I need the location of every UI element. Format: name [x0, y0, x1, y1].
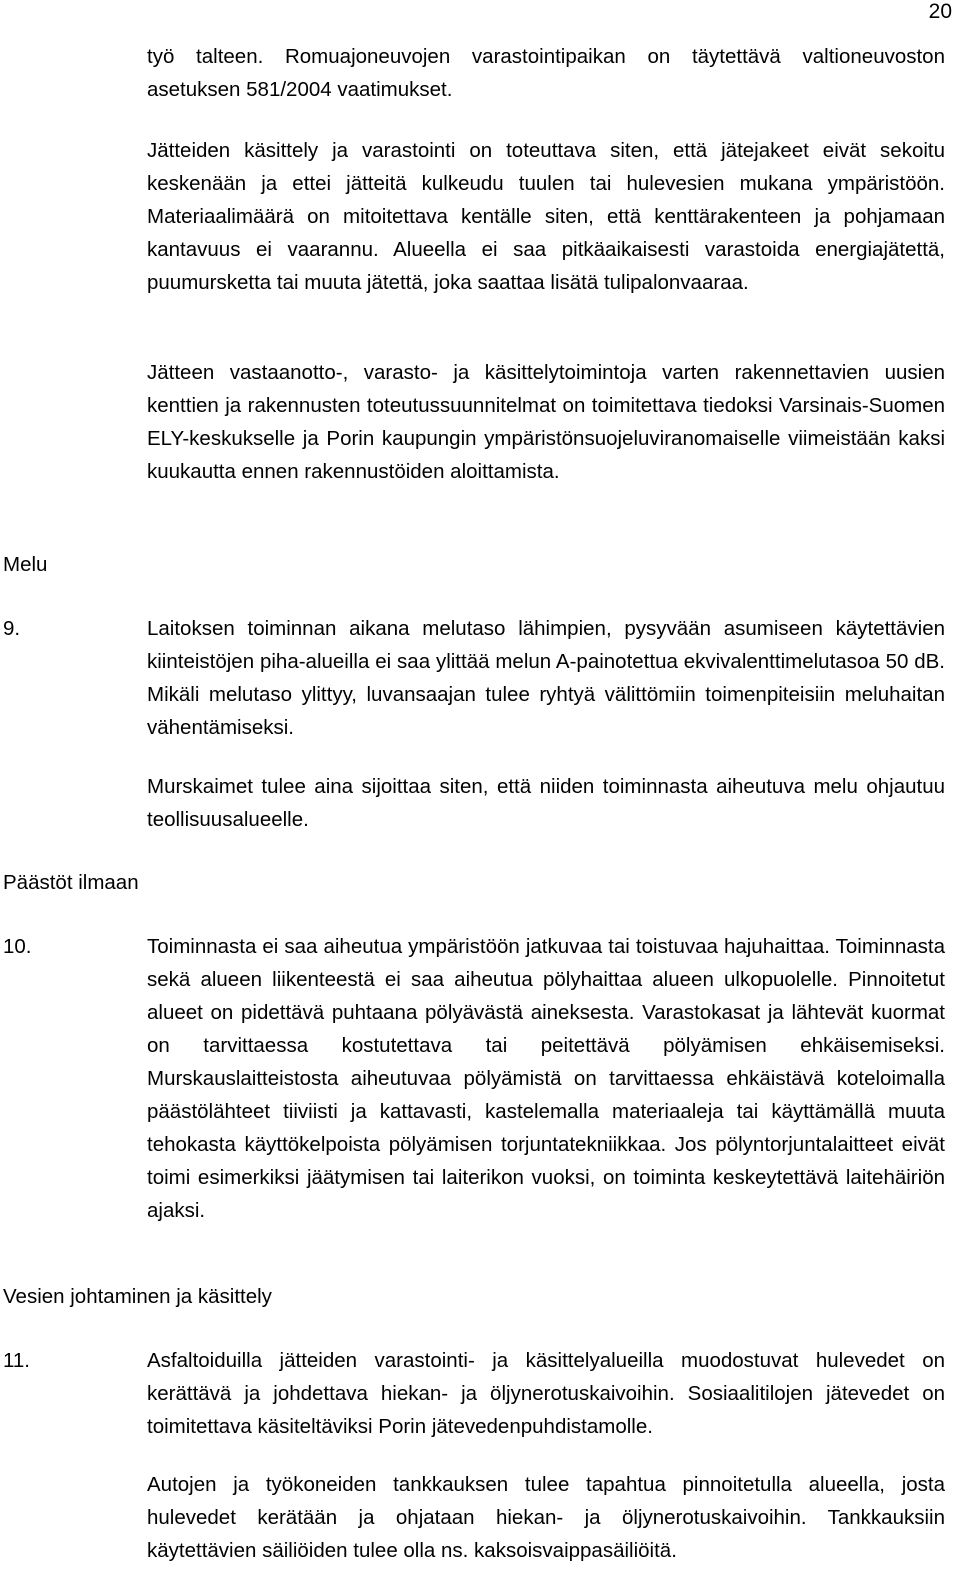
item-number-10: 10. [3, 935, 32, 958]
section-heading-paastot: Päästöt ilmaan [3, 871, 139, 894]
melu-paragraph-1: Laitoksen toiminnan aikana melutaso lähimpien, pysyvään asumiseen käytettävien kiinteistöjen piha-alueilla ei saa ylittää melun A-painotettua ekvivalenttimelutasoa 50 dB. Mikäli melutaso ylittyy, luvansaajan tulee ryhtyä välittömiin toimenpiteisiin meluhaitan vähentämiseksi. [147, 617, 945, 739]
page-number: 20 [928, 0, 952, 23]
vesien-paragraph-2: Autojen ja työkoneiden tankkauksen tulee tapahtua pinnoitetulla alueella, josta hulevedet kerätään ja ohjataan hiekan- ja öljynerotuskaivoihin. Tankkauksiin käytettävien säiliöiden tulee olla ns. kaksoisvaippasäiliöitä. [147, 1473, 945, 1562]
melu-paragraph-2: Murskaimet tulee aina sijoittaa siten, että niiden toiminnasta aiheutuva melu ohjautuu teollisuusalueelle. [147, 775, 945, 831]
vesien-paragraph-1: Asfaltoiduilla jätteiden varastointi- ja käsittelyalueilla muodostuvat hulevedet on kerättävä ja johdettava hiekan- ja öljynerotuskaivoihin. Sosiaalitilojen jätevedet on toimitettava käsiteltäviksi Porin jätevedenpuhdistamolle. [147, 1349, 945, 1438]
section-heading-vesien: Vesien johtaminen ja käsittely [3, 1285, 272, 1308]
paastot-paragraph-1: Toiminnasta ei saa aiheutua ympäristöön jatkuvaa tai toistuvaa hajuhaittaa. Toiminnasta sekä alueen liikenteestä ei saa aiheutua pölyhaittaa alueen ulkopuolelle. Pinnoitetut alueet on pidettävä puhtaana pölyävästä aineksesta. Varastokasat ja lähtevät kuormat on tarvittaessa kostutettava tai peitettävä pölyämisen ehkäisemiseksi. Murskauslaitteistosta aiheutuvaa pölyämistä on tarvittaessa ehkäistävä koteloimalla päästölähteet tiiviisti ja kattavasti, kastelemalla materiaaleja tai käyttämällä muuta tehokasta käyttökelpoista pölyämisen torjuntatekniikkaa. Jos pölyntorjuntalaitteet eivät toimi esimerkiksi jäätymisen tai laiterikon vuoksi, on toiminta keskeytettävä laitehäiriön ajaksi. [147, 935, 945, 1222]
item-number-11: 11. [3, 1349, 30, 1372]
intro-paragraph-2: Jätteiden käsittely ja varastointi on toteuttava siten, että jätejakeet eivät sekoitu keskenään ja ettei jätteitä kulkeudu tuulen tai hulevesien mukana ympäristöön. Materiaalimäärä on mitoitettava kentälle siten, että kenttärakenteen ja pohjamaan kantavuus ei vaarannu. Alueella ei saa pitkäaikaisesti varastoida energiajätettä, puumursketta tai muuta jätettä, joka saattaa lisätä tulipalonvaaraa. [147, 139, 945, 294]
intro-paragraph-3: Jätteen vastaanotto-, varasto- ja käsittelytoimintoja varten rakennettavien uusien kenttien ja rakennusten toteutussuunnitelmat on toimitettava tiedoksi Varsinais-Suomen ELY-keskukselle ja Porin kaupungin ympäristönsuojeluviranomaiselle viimeistään kaksi kuukautta ennen rakennustöiden aloittamista. [147, 361, 945, 483]
intro-paragraph-1: työ talteen. Romuajoneuvojen varastointipaikan on täytettävä valtioneuvoston asetuksen 581/2004 vaatimukset. [147, 45, 945, 101]
section-heading-melu: Melu [3, 553, 48, 576]
item-number-9: 9. [3, 617, 21, 640]
